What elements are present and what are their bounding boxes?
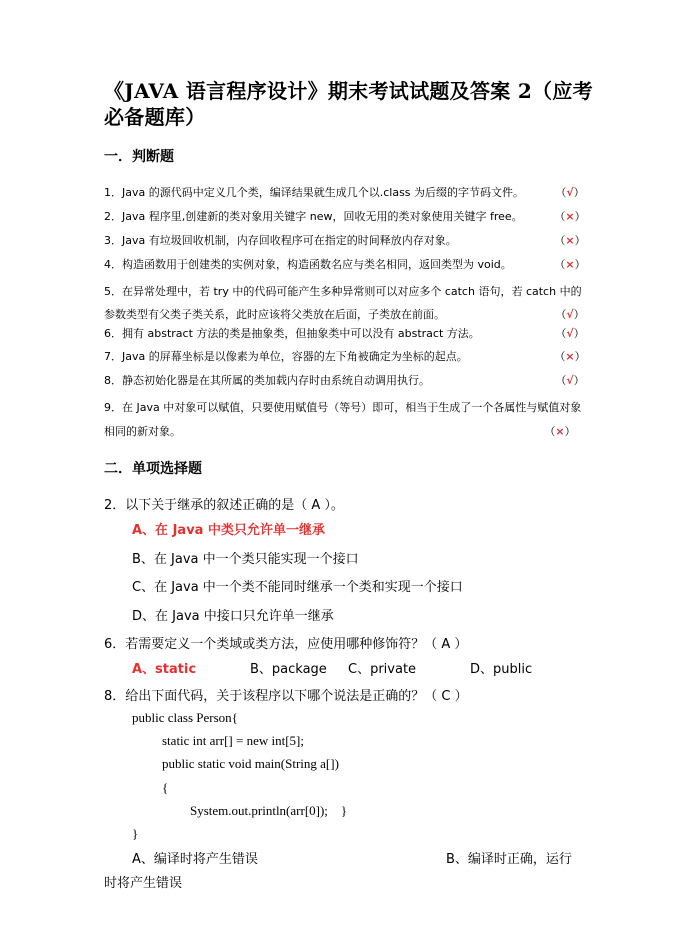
tf-item-3 [104, 234, 590, 248]
tf-answer-mark: （√） [555, 186, 585, 199]
tf-answer-mark: （√） [555, 327, 585, 340]
tf-item-text: 8．静态初始化器是在其所属的类加载内存时由系统自动调用执行。 [104, 374, 430, 387]
code-line-1: public class Person{ [132, 710, 238, 725]
question-6-option-d: D、public [470, 662, 533, 677]
code-line-4: { [162, 780, 169, 795]
question-8-option-b: B、编译时正确，运行 [446, 852, 572, 867]
page-title: 《JAVA 语言程序设计》期末考试试题及答案 2（应考必备题库） [104, 79, 593, 129]
tf-answer-mark: （×） [554, 234, 586, 247]
question-6-stem: 6．若需要定义一个类域或类方法，应使用哪种修饰符？（ A ） [104, 637, 468, 652]
tf-item-5 [104, 280, 590, 326]
question-2-option-a: A、在 Java 中类只允许单一继承 [132, 523, 325, 538]
tf-item-text: 1．Java 的源代码中定义几个类，编译结果就生成几个以.class 为后缀的字节码文件。 [104, 186, 525, 199]
tf-answer-mark: （×） [554, 258, 586, 271]
tf-item-2 [104, 210, 590, 224]
question-8-stem: 8．给出下面代码，关于该程序以下哪个说法是正确的？（ C ） [104, 689, 468, 704]
question-2-stem: 2．以下关于继承的叙述正确的是（ A ）。 [104, 498, 344, 513]
tf-item-text: 6．拥有 abstract 方法的类是抽象类，但抽象类中可以没有 abstract 方法。 [104, 327, 480, 340]
tf-answer-mark: （×） [544, 425, 576, 438]
tf-item-text: 2．Java 程序里,创建新的类对象用关键字 new，回收无用的类对象使用关键字 free。 [104, 210, 523, 223]
code-line-6: } [132, 826, 139, 841]
tf-item-text: 9．在 Java 中对象可以赋值，只要使用赋值号（等号）即可，相当于生成了一个各属性与赋值对象相同的新对象。 [104, 401, 582, 438]
code-line-5: System.out.println(arr[0]); } [190, 803, 348, 818]
question-2-option-c: C、在 Java 中一个类不能同时继承一个类和实现一个接口 [132, 580, 463, 595]
question-2-option-d: D、在 Java 中接口只允许单一继承 [132, 609, 334, 624]
tf-item-1 [104, 186, 590, 200]
tf-item-6 [104, 327, 590, 341]
tf-item-text: 3．Java 有垃圾回收机制，内存回收程序可在指定的时间释放内存对象。 [104, 234, 457, 247]
tf-item-4 [104, 258, 590, 272]
tf-item-8 [104, 374, 590, 388]
tf-item-text: 5．在异常处理中，若 try 中的代码可能产生多种异常则可以对应多个 catch 语句，若 catch 中的参数类型有父类子类关系，此时应该将父类放在后面，子类放在前面。 [104, 285, 582, 321]
section-heading-single-choice: 二．单项选择题 [104, 461, 202, 477]
question-8-option-a: A、编译时将产生错误 [132, 852, 258, 867]
question-6-option-c: C、private [348, 662, 417, 677]
tf-item-text: 4．构造函数用于创建类的实例对象，构造函数名应与类名相同，返回类型为 void。 [104, 258, 512, 271]
question-6-option-b: B、package [250, 662, 327, 677]
question-2-option-b: B、在 Java 中一个类只能实现一个接口 [132, 552, 359, 567]
tf-answer-mark: （√） [555, 308, 585, 321]
code-line-3: public static void main(String a[]) [162, 756, 339, 771]
tf-answer-mark: （×） [554, 210, 586, 223]
section-heading-true-false: 一．判断题 [104, 149, 174, 165]
question-6-option-a: A、static [132, 662, 197, 677]
tf-answer-mark: （√） [555, 374, 585, 387]
tf-item-9 [104, 396, 590, 444]
question-8-option-b-continued: 时将产生错误 [104, 876, 183, 891]
tf-item-text: 7．Java 的屏幕坐标是以像素为单位，容器的左下角被确定为坐标的起点。 [104, 350, 468, 363]
code-line-2: static int arr[] = new int[5]; [162, 733, 304, 748]
tf-answer-mark: （×） [554, 350, 586, 363]
tf-item-7 [104, 350, 590, 364]
